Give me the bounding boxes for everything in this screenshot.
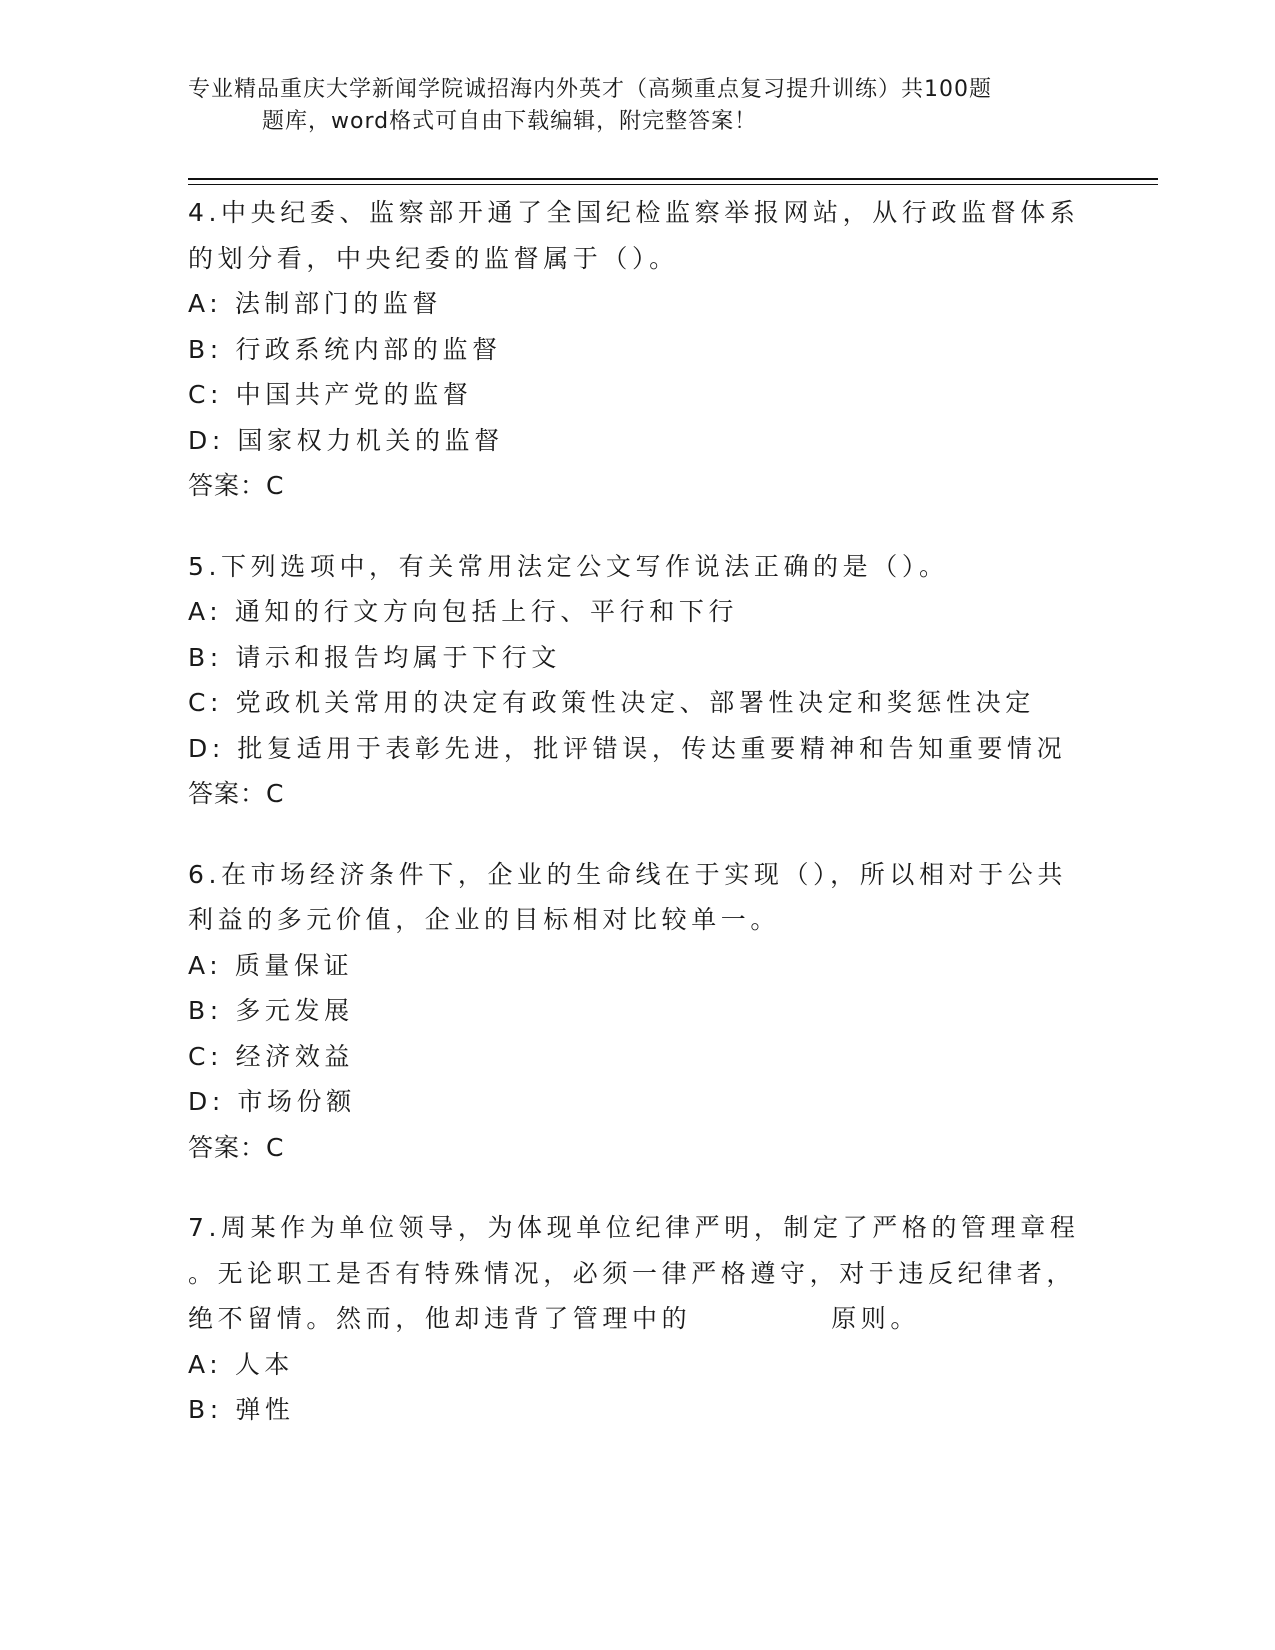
option-d: D: 市场份额	[188, 1087, 356, 1116]
question-stem: 6.在市场经济条件下，企业的生命线在于实现（），所以相对于公共	[188, 859, 1067, 889]
option-d: D: 批复适用于表彰先进，批评错误，传达重要精神和告知重要情况	[188, 733, 1067, 763]
option-a: A: 质量保证	[188, 950, 354, 980]
stem-before-blank: 绝不留情。然而，他却违背了管理中的	[188, 1304, 692, 1333]
option-c: C: 中国共产党的监督	[188, 380, 473, 409]
option-a: A: 人本	[188, 1349, 295, 1379]
question-4	[188, 190, 1088, 509]
header-rule-thick	[188, 178, 1158, 180]
question-7	[188, 1205, 1088, 1433]
question-stem: 7.周某作为单位领导，为体现单位纪律严明，制定了严格的管理章程	[188, 1213, 1080, 1242]
header-title-line2: 题库，word格式可自由下载编辑，附完整答案！	[262, 109, 758, 134]
option-d: D: 国家权力机关的监督	[188, 425, 504, 455]
answer-label: 答案：C	[188, 1132, 285, 1162]
question-6	[188, 852, 1088, 1171]
option-b: B: 行政系统内部的监督	[188, 334, 502, 364]
option-c: C: 经济效益	[188, 1041, 355, 1071]
option-a: A: 通知的行文方向包括上行、平行和下行	[188, 597, 739, 626]
option-b: B: 请示和报告均属于下行文	[188, 642, 561, 672]
question-stem: 。无论职工是否有特殊情况，必须一律严格遵守，对于违反纪律者，	[188, 1258, 1077, 1288]
question-stem: 4.中央纪委、监察部开通了全国纪检监察举报网站，从行政监督体系	[188, 198, 1080, 227]
header-rule-thin	[188, 184, 1158, 185]
question-stem-with-blank	[188, 1296, 1088, 1342]
question-stem: 的划分看，中央纪委的监督属于（）。	[188, 243, 679, 273]
option-b: B: 多元发展	[188, 996, 354, 1025]
question-list	[188, 190, 1088, 1468]
question-5	[188, 544, 1088, 817]
header-title-line1: 专业精品重庆大学新闻学院诚招海内外英才（高频重点复习提升训练）共100题	[188, 77, 992, 102]
option-b: B: 弹性	[188, 1395, 295, 1424]
answer-label: 答案：C	[188, 471, 285, 500]
option-c: C: 党政机关常用的决定有政策性决定、部署性决定和奖惩性决定	[188, 688, 1035, 717]
answer-label: 答案：C	[188, 779, 285, 808]
question-stem: 5.下列选项中，有关常用法定公文写作说法正确的是（）。	[188, 551, 949, 581]
stem-after-blank: 原则。	[831, 1304, 921, 1333]
option-a: A: 法制部门的监督	[188, 289, 443, 318]
question-stem: 利益的多元价值，企业的目标相对比较单一。	[188, 905, 781, 934]
document-header	[188, 74, 1068, 138]
